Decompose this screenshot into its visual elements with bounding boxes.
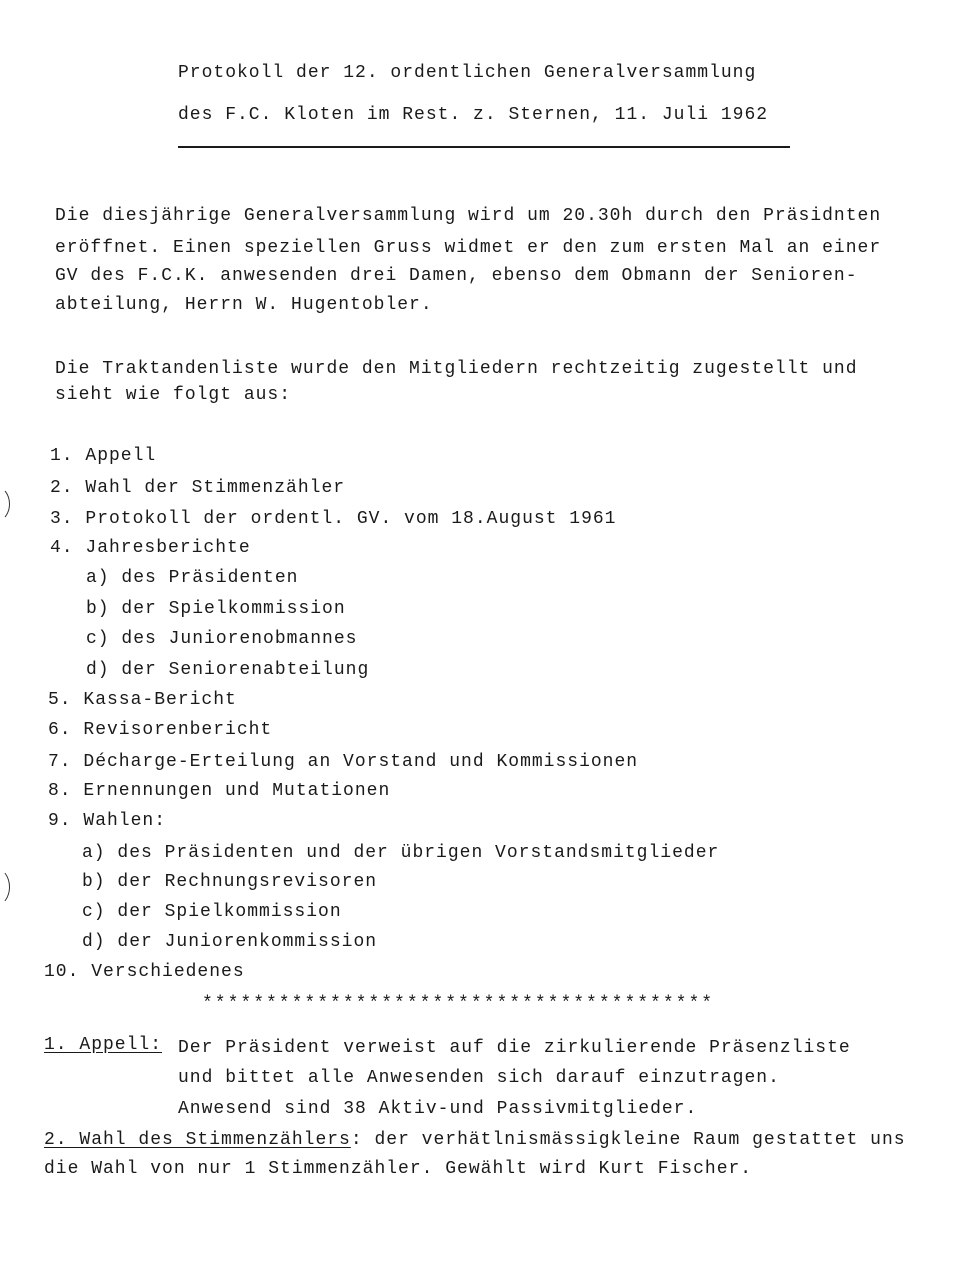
agenda-item-9d: d) der Juniorenkommission [82, 932, 378, 952]
margin-mark-top [0, 486, 10, 522]
agenda-item-5: 5. Kassa-Bericht [48, 690, 237, 710]
section-2-line-2: die Wahl von nur 1 Stimmenzähler. Gewählt wird Kurt Fischer. [44, 1159, 753, 1179]
agenda-item-4b: b) der Spielkommission [86, 599, 346, 619]
section-2-heading: 2. Wahl des Stimmenzählers [44, 1130, 351, 1150]
title-underline [178, 146, 790, 148]
agenda-item-4a: a) des Präsidenten [86, 568, 299, 588]
section-1-heading: 1. Appell: [44, 1035, 163, 1055]
section-separator: **************************************** [202, 994, 715, 1014]
section-2-line-1 [44, 1129, 906, 1151]
title-line-1: Protokoll der 12. ordentlichen Generalversammlung [178, 63, 757, 83]
intro-line-4: abteilung, Herrn W. Hugentobler. [55, 295, 433, 315]
section-1-line-2: und bittet alle Anwesenden sich darauf einzutragen. [178, 1068, 780, 1088]
section-1-line-1: Der Präsident verweist auf die zirkulierende Präsenzliste [178, 1038, 851, 1058]
intro-line-3: GV des F.C.K. anwesenden drei Damen, ebenso dem Obmann der Senioren- [55, 266, 858, 286]
intro-line-1: Die diesjährige Generalversammlung wird um 20.30h durch den Präsidnten [55, 206, 882, 226]
agenda-item-8: 8. Ernennungen und Mutationen [48, 781, 391, 801]
agenda-item-9b: b) der Rechnungsrevisoren [82, 872, 378, 892]
agenda-intro-line-2: sieht wie folgt aus: [55, 385, 292, 405]
agenda-item-4c: c) des Juniorenobmannes [86, 629, 358, 649]
agenda-item-1: 1. Appell [50, 446, 157, 466]
agenda-item-2: 2. Wahl der Stimmenzähler [50, 478, 346, 498]
section-2-line-1-text: : der verhätlnismässigkleine Raum gestattet uns [350, 1130, 906, 1150]
intro-line-2: eröffnet. Einen speziellen Gruss widmet er den zum ersten Mal an einer [55, 238, 882, 258]
agenda-item-3: 3. Protokoll der ordentl. GV. vom 18.August 1961 [50, 509, 617, 529]
agenda-item-4: 4. Jahresberichte [50, 538, 251, 558]
agenda-item-6: 6. Revisorenbericht [48, 720, 273, 740]
agenda-item-9: 9. Wahlen: [48, 811, 167, 831]
agenda-item-4d: d) der Seniorenabteilung [86, 660, 370, 680]
agenda-item-9c: c) der Spielkommission [82, 902, 342, 922]
agenda-item-10: 10. Verschiedenes [44, 962, 245, 982]
margin-mark-bottom [0, 868, 10, 906]
agenda-intro-line-1: Die Traktandenliste wurde den Mitgliedern rechtzeitig zugestellt und [55, 359, 858, 379]
agenda-item-7: 7. Décharge-Erteilung an Vorstand und Kommissionen [48, 752, 639, 772]
section-1-line-3: Anwesend sind 38 Aktiv-und Passivmitglieder. [178, 1099, 698, 1119]
title-line-2: des F.C. Kloten im Rest. z. Sternen, 11. Juli 1962 [178, 105, 769, 125]
agenda-item-9a: a) des Präsidenten und der übrigen Vorstandsmitglieder [82, 843, 720, 863]
